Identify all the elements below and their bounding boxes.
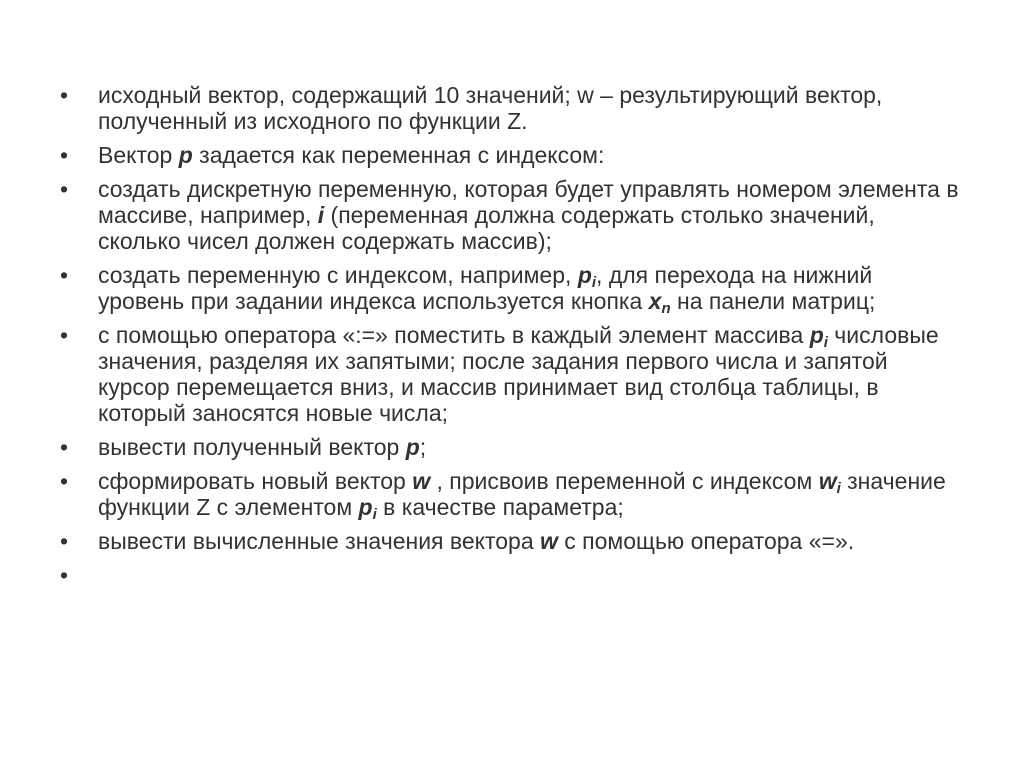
text-fragment: в качестве параметра; <box>376 494 624 520</box>
bullet-text <box>98 322 939 426</box>
bullet-text <box>98 434 426 460</box>
bullet-text <box>98 82 882 134</box>
variable-name: p <box>178 142 193 168</box>
text-fragment: ; <box>419 434 427 460</box>
subscript-index-text: i <box>591 274 597 291</box>
text-fragment: сформировать новый вектор <box>98 468 413 494</box>
variable-name: p <box>577 262 592 288</box>
variable-name: p <box>809 322 824 348</box>
variable-name: w <box>540 528 558 554</box>
bullet-item <box>60 142 960 168</box>
text-fragment: вывести полученный вектор <box>98 434 406 460</box>
bullet-item <box>60 434 960 460</box>
bullet-item <box>60 262 960 317</box>
bullet-item <box>60 82 960 134</box>
subscript-index <box>661 300 670 317</box>
text-fragment: с помощью оператора «=». <box>557 528 855 554</box>
bullet-dot-icon: • <box>60 262 69 288</box>
subscript-index-text: i <box>823 334 828 351</box>
bullet-item <box>60 468 960 523</box>
subscript-index-text: i <box>836 480 841 497</box>
bullet-list <box>60 82 960 588</box>
variable-name: p <box>405 434 420 460</box>
text-fragment: , присвоив переменной с индексом <box>430 468 819 494</box>
bullet-dot-icon: • <box>60 82 69 108</box>
text-fragment: исходный вектор, содержащий 10 значений; w – результирующий вектор, полученный из исходного по функции Z. <box>98 82 883 134</box>
bullet-dot-icon: • <box>60 142 69 168</box>
bullet-text <box>98 262 876 317</box>
bullet-text <box>98 142 604 168</box>
text-fragment: с помощью оператора «:=» поместить в каждый элемент массива <box>98 322 810 348</box>
variable-name: p <box>358 494 373 520</box>
variable-name: w <box>412 468 431 494</box>
text-fragment: на панели матриц; <box>670 288 876 314</box>
subscript-index-text: n <box>661 300 671 317</box>
text-fragment: создать переменную с индексом, например, <box>98 262 578 288</box>
bullet-dot-icon: • <box>60 562 69 588</box>
bullet-item <box>60 176 960 254</box>
bullet-dot-icon: • <box>60 434 69 460</box>
bullet-text <box>98 468 946 523</box>
variable-name: x <box>648 288 662 314</box>
subscript-index-text: i <box>372 506 377 523</box>
text-fragment: вывести вычисленные значения вектора <box>98 528 540 554</box>
bullet-text <box>98 176 959 254</box>
text-fragment: , для перехода на нижний уровень при задании индекса используется кнопка <box>98 262 873 314</box>
bullet-dot-icon: • <box>60 322 69 348</box>
variable-name: i <box>317 202 325 228</box>
bullet-text <box>98 528 854 554</box>
variable-name: w <box>818 468 837 494</box>
bullet-dot-icon: • <box>60 528 69 554</box>
bullet-dot-icon: • <box>60 468 69 494</box>
bullet-item <box>60 322 960 426</box>
text-fragment: Вектор <box>98 142 179 168</box>
text-fragment: (переменная должна содержать столько значений, сколько чисел должен содержать массив); <box>98 202 875 254</box>
text-fragment: значение функции Z с элементом <box>98 468 946 520</box>
bullet-dot-icon: • <box>60 176 69 202</box>
text-fragment: задается как переменная с индексом: <box>192 142 605 168</box>
text-fragment: числовые значения, разделяя их запятыми; после задания первого числа и запятой курсор перемещается вниз, и массив принимает вид столбца таблицы, в который заносятся новые числа; <box>98 322 939 426</box>
bullet-item <box>60 528 960 554</box>
text-fragment: создать дискретную переменную, которая будет управлять номером элемента в массиве, например, <box>98 176 959 228</box>
